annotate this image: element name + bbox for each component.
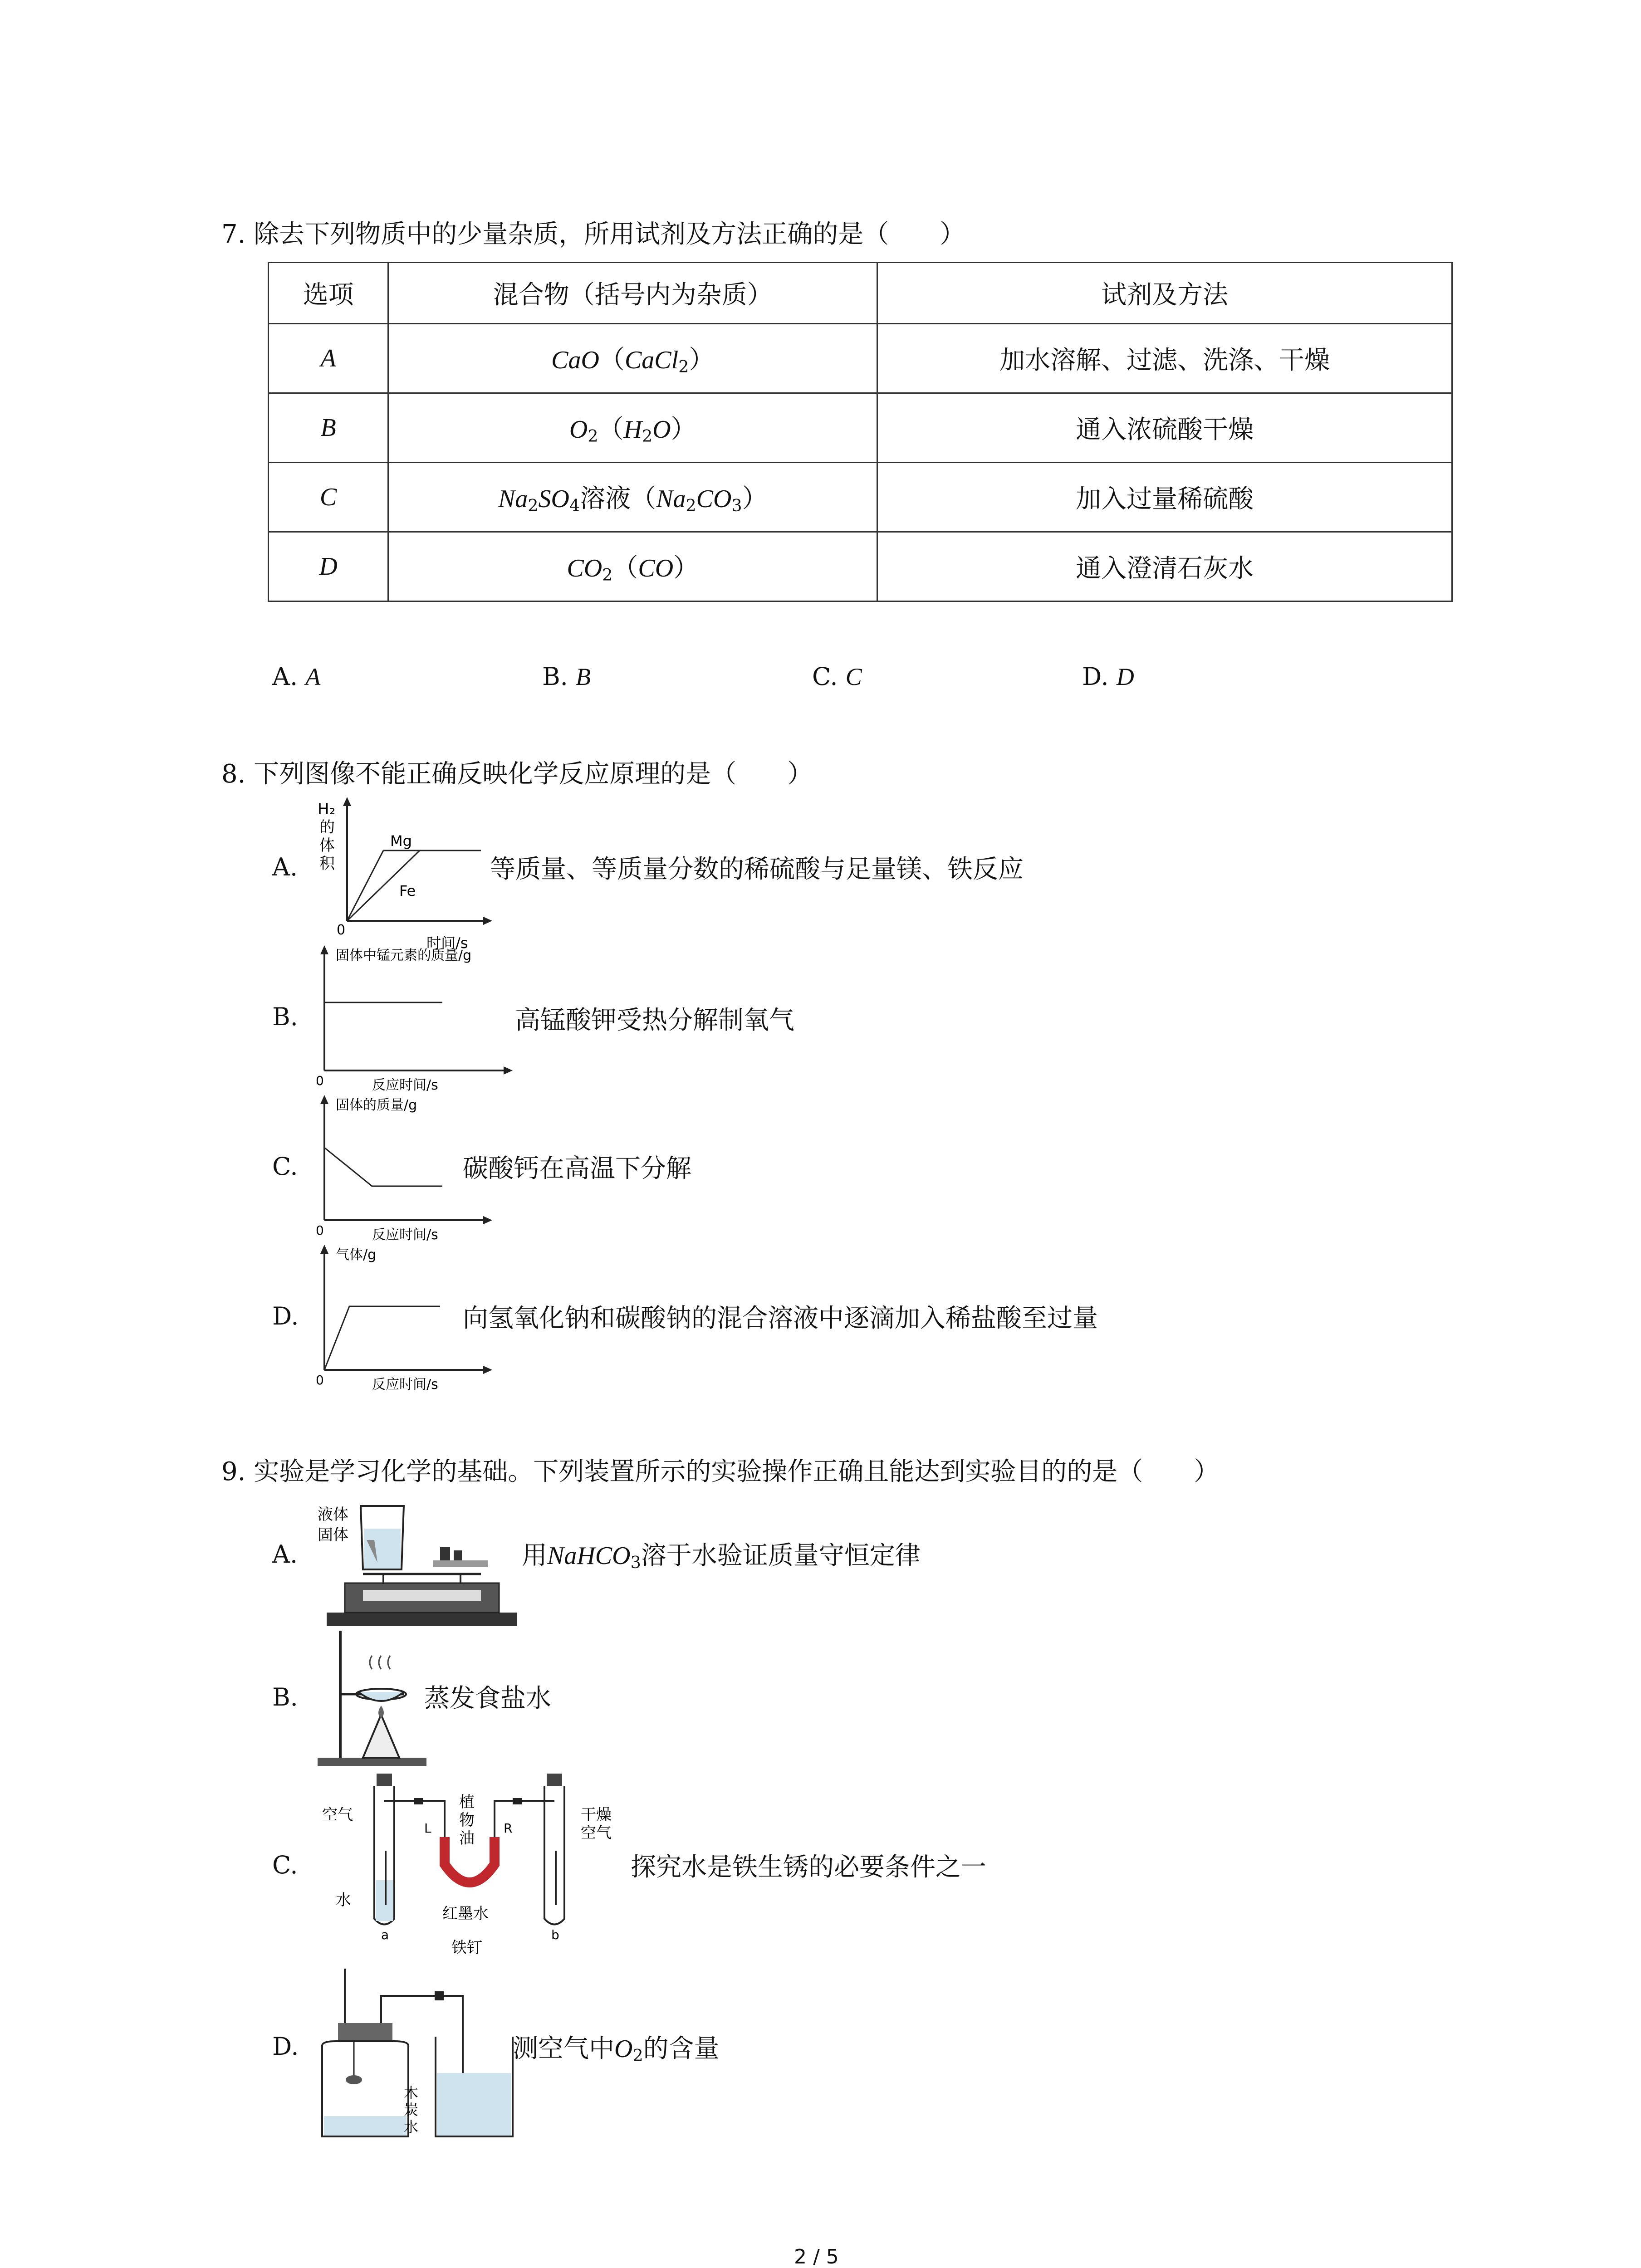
q9-option-b-text: 蒸发食盐水	[424, 1684, 551, 1713]
ylabel-line: 积	[319, 855, 335, 873]
table-header: 试剂及方法	[877, 263, 1452, 324]
label-oil: 植	[459, 1793, 475, 1811]
ylabel: 固体中锰元素的质量/g	[336, 948, 472, 963]
label-r: R	[504, 1821, 513, 1836]
label-oil: 油	[459, 1829, 475, 1848]
y-axis-arrow	[320, 945, 328, 954]
page-number: 2 / 5	[794, 2245, 839, 2268]
q8-option-c-text: 碳酸钙在高温下分解	[463, 1154, 691, 1183]
q8-option-a-label[interactable]: A.	[272, 853, 298, 881]
x-axis-arrow	[504, 1066, 513, 1075]
clamp	[435, 1991, 444, 2000]
table-cell-method: 通入浓硫酸干燥	[877, 393, 1452, 463]
series-label-mg: Mg	[390, 832, 412, 850]
ylabel: 气体/g	[336, 1247, 377, 1263]
q8-option-d-text: 向氢氧化钠和碳酸钠的混合溶液中逐滴加入稀盐酸至过量	[463, 1304, 1098, 1333]
label-liquid: 液体	[318, 1505, 348, 1524]
table-cell-mixture: $CO_2(CO)$	[388, 532, 877, 601]
q8-option-b-text: 高锰酸钾受热分解制氧气	[515, 1006, 794, 1035]
table-header-row	[269, 263, 1452, 324]
q7-choice-a[interactable]: A. A	[272, 662, 321, 691]
label-charcoal: 木	[404, 2084, 419, 2102]
alcohol-lamp	[363, 1715, 399, 1758]
q9-option-d-text: 测空气中$O_2$的含量	[513, 2034, 720, 2066]
flame	[378, 1706, 384, 1718]
evaporation-figure	[313, 1626, 431, 1771]
stopper-right	[547, 1774, 562, 1786]
xlabel: 反应时间/s	[372, 1077, 438, 1093]
table-cell-mixture: $O_2(H_2O)$	[388, 393, 877, 463]
table-cell-method: 加水溶解、过滤、洗涤、干燥	[877, 324, 1452, 393]
steam	[370, 1656, 390, 1669]
balance-figure	[318, 1497, 526, 1633]
q9-option-b-label[interactable]: B.	[272, 1683, 298, 1711]
clamp-right	[513, 1798, 522, 1804]
origin-label: 0	[316, 1073, 324, 1088]
label-charcoal: 炭	[404, 2101, 419, 2118]
table-cell-method: 通入澄清石灰水	[877, 532, 1452, 601]
label-red-ink: 红墨水	[442, 1905, 489, 1923]
table-cell-option: C	[269, 463, 388, 532]
q8-stem: 8. 下列图像不能正确反映化学反应原理的是（ ）	[221, 759, 813, 789]
q8-option-c-label[interactable]: C.	[272, 1152, 298, 1181]
beaker-water	[437, 2073, 511, 2136]
label-dry-air: 干燥	[581, 1806, 612, 1824]
origin-label: 0	[337, 922, 346, 938]
label-l: L	[424, 1821, 431, 1836]
q8b-chart	[313, 943, 522, 1093]
balance-base	[327, 1613, 517, 1626]
stopper-left	[377, 1774, 392, 1786]
table-cell-mixture: CaO（CaCl$_2$）	[388, 324, 877, 393]
label-water: 水	[336, 1891, 351, 1909]
beaker-liquid	[364, 1529, 401, 1569]
weight-pan	[433, 1560, 488, 1567]
stand-base	[318, 1758, 426, 1766]
ylabel: 固体的质量/g	[336, 1097, 417, 1113]
label-water: 水	[404, 2118, 419, 2136]
table-row	[269, 393, 1452, 463]
water-a	[376, 1880, 393, 1921]
ylabel-line: 的	[319, 818, 335, 836]
origin-label: 0	[316, 1223, 324, 1238]
charcoal-spoon	[346, 2075, 362, 2084]
table-row	[269, 532, 1452, 601]
q9-option-c-text: 探究水是铁生锈的必要条件之一	[631, 1853, 986, 1882]
q7-table	[268, 262, 1453, 602]
table-cell-option: B	[269, 393, 388, 463]
q7-stem: 7. 除去下列物质中的少量杂质，所用试剂及方法正确的是（ ）	[221, 220, 965, 249]
q9-option-d-label[interactable]: D.	[272, 2032, 299, 2061]
table-row	[269, 324, 1452, 393]
label-solid: 固体	[318, 1526, 348, 1544]
x-axis-arrow	[483, 1366, 492, 1374]
table-cell-mixture: $Na_2SO_4$溶液$(Na_2CO_3)$	[388, 463, 877, 532]
label-a: a	[381, 1927, 389, 1942]
evaporating-dish	[358, 1692, 404, 1701]
y-axis-arrow	[320, 1095, 328, 1104]
xlabel: 时间/s	[426, 934, 468, 950]
q9-option-c-label[interactable]: C.	[272, 1851, 298, 1879]
table-cell-method: 加入过量稀硫酸	[877, 463, 1452, 532]
label-b: b	[551, 1927, 559, 1942]
x-axis-arrow	[483, 917, 492, 925]
table-header: 混合物（括号内为杂质）	[388, 263, 877, 324]
q8a-chart	[313, 796, 495, 950]
x-axis-arrow	[483, 1216, 492, 1224]
table-row	[269, 463, 1452, 532]
xlabel: 反应时间/s	[372, 1227, 438, 1243]
q8-option-a-text: 等质量、等质量分数的稀硫酸与足量镁、铁反应	[490, 855, 1024, 884]
table-cell-option: D	[269, 532, 388, 601]
q7-choice-c[interactable]: C. C	[812, 662, 862, 691]
q7-choice-b[interactable]: B. B	[542, 662, 591, 691]
q9-stem: 9. 实验是学习化学的基础。下列装置所示的实验操作正确且能达到实验目的的是（ ）	[221, 1457, 1220, 1486]
table-cell-option: A	[269, 324, 388, 393]
bottle-water	[324, 2116, 407, 2136]
stopper	[338, 2023, 392, 2041]
q9-option-a-label[interactable]: A.	[272, 1540, 298, 1569]
y-axis-arrow	[343, 797, 351, 806]
label-nail: 铁钉	[451, 1939, 482, 1957]
rust-experiment-figure	[313, 1769, 640, 1969]
data-line	[324, 1148, 442, 1186]
table-header: 选项	[269, 263, 388, 324]
oxygen-measure-figure	[313, 1969, 522, 2146]
ylabel-line: 体	[319, 836, 335, 855]
clamp-left	[414, 1798, 423, 1804]
q9-option-a-text: 用NaHCO$_3$溶于水验证质量守恒定律	[522, 1541, 921, 1573]
label-air: 空气	[322, 1806, 353, 1824]
xlabel: 反应时间/s	[372, 1377, 438, 1393]
y-axis-arrow	[320, 1245, 328, 1254]
data-line	[324, 1306, 440, 1370]
label-dry-air: 空气	[581, 1824, 612, 1842]
origin-label: 0	[316, 1373, 324, 1388]
balance-scale	[363, 1590, 481, 1601]
q7-choice-d[interactable]: D. D	[1082, 662, 1134, 691]
ylabel-line: H₂	[318, 800, 336, 818]
label-oil: 物	[459, 1811, 475, 1829]
series-label-fe: Fe	[399, 882, 416, 899]
weight	[440, 1547, 450, 1560]
mg-line	[347, 850, 383, 921]
test-tube-b	[544, 1786, 564, 1925]
q8-option-d-label[interactable]: D.	[272, 1302, 299, 1330]
weight	[454, 1550, 462, 1560]
q8-option-b-label[interactable]: B.	[272, 1002, 298, 1031]
